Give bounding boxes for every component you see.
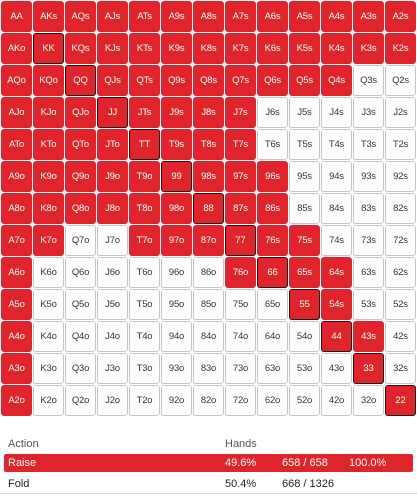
hand-cell[interactable]: K7o [33, 225, 64, 256]
hand-cell[interactable]: T3s [353, 129, 384, 160]
hand-cell[interactable]: A9o [1, 161, 32, 192]
hand-cell[interactable]: AQo [1, 65, 32, 96]
hand-cell[interactable]: 54o [289, 321, 320, 352]
hand-cell[interactable]: KQo [33, 65, 64, 96]
hand-cell[interactable]: A2o [1, 385, 32, 416]
hand-cell[interactable]: KTs [129, 33, 160, 64]
fold-action-label: Fold [8, 478, 30, 490]
hand-cell[interactable]: 77 [225, 225, 256, 256]
hand-cell[interactable]: AKs [33, 1, 64, 32]
fold-row[interactable] [0, 475, 417, 494]
hand-cell[interactable]: J2s [385, 97, 416, 128]
hand-cell[interactable]: A4o [1, 321, 32, 352]
hand-cell[interactable]: 94s [321, 161, 352, 192]
hand-cell[interactable]: Q5o [65, 289, 96, 320]
hand-cell[interactable]: K4s [321, 33, 352, 64]
hand-cell[interactable]: 44 [321, 321, 352, 352]
hand-cell[interactable]: J4s [321, 97, 352, 128]
hand-cell[interactable]: 32s [385, 353, 416, 384]
hand-cell[interactable]: 76o [225, 257, 256, 288]
hand-cell[interactable]: J2o [97, 385, 128, 416]
hand-cell[interactable]: Q3o [65, 353, 96, 384]
hand-cell[interactable]: T7o [129, 225, 160, 256]
raise-action-label: Raise [8, 457, 37, 469]
hand-cell[interactable]: A8o [1, 193, 32, 224]
hand-cell[interactable]: 87o [193, 225, 224, 256]
hand-cell[interactable]: J6o [97, 257, 128, 288]
summary-header [0, 432, 417, 454]
hand-cell[interactable]: 93s [353, 161, 384, 192]
hand-cell[interactable]: T8o [129, 193, 160, 224]
hand-cell[interactable]: 62s [385, 257, 416, 288]
hand-cell[interactable]: K5o [33, 289, 64, 320]
hand-cell[interactable]: 33 [353, 353, 384, 384]
hand-cell[interactable]: 64o [257, 321, 288, 352]
hand-cell[interactable]: JJ [97, 97, 128, 128]
hand-cell[interactable]: 98o [161, 193, 192, 224]
hand-cell[interactable]: A4s [321, 1, 352, 32]
hand-cell[interactable]: 52o [289, 385, 320, 416]
hand-cell[interactable]: Q8s [193, 65, 224, 96]
hand-cell[interactable]: 72o [225, 385, 256, 416]
hand-cell[interactable]: KJs [97, 33, 128, 64]
hand-cell[interactable]: 92s [385, 161, 416, 192]
hand-cell[interactable]: 98s [193, 161, 224, 192]
hand-cell[interactable]: ATo [1, 129, 32, 160]
raise-frequency: 100.0% [349, 457, 387, 469]
hand-cell[interactable]: 75s [289, 225, 320, 256]
hand-cell[interactable]: A5o [1, 289, 32, 320]
hand-cell[interactable]: AJs [97, 1, 128, 32]
raise-hand-count: 658 / 658 [282, 457, 328, 469]
hand-cell[interactable]: 82o [193, 385, 224, 416]
hand-cell[interactable]: K2s [385, 33, 416, 64]
hand-cell[interactable]: K5s [289, 33, 320, 64]
hand-cell[interactable]: Q6o [65, 257, 96, 288]
hand-cell[interactable]: T7s [225, 129, 256, 160]
hand-cell[interactable]: A8s [193, 1, 224, 32]
hand-cell[interactable]: 87s [225, 193, 256, 224]
hand-cell[interactable]: J3o [97, 353, 128, 384]
hand-cell[interactable]: QQ [65, 65, 96, 96]
raise-percent: 49.6% [225, 457, 257, 469]
hand-cell[interactable]: AJo [1, 97, 32, 128]
raise-row[interactable] [4, 454, 413, 472]
hand-cell[interactable]: 53o [289, 353, 320, 384]
hand-cell[interactable]: 85s [289, 193, 320, 224]
hand-cell[interactable]: 93o [161, 353, 192, 384]
fold-percent: 50.4% [225, 478, 257, 490]
hand-cell[interactable]: 42o [321, 385, 352, 416]
hand-cell[interactable]: QTs [129, 65, 160, 96]
hand-cell[interactable]: KK [33, 33, 64, 64]
hand-cell[interactable]: 43s [353, 321, 384, 352]
hand-cell[interactable]: 22 [385, 385, 416, 416]
hand-cell[interactable]: J7s [225, 97, 256, 128]
hands-column-header: Hands [225, 438, 257, 450]
hand-cell[interactable]: 96s [257, 161, 288, 192]
hand-cell[interactable]: A3o [1, 353, 32, 384]
hand-cell[interactable]: 54s [321, 289, 352, 320]
hand-cell[interactable]: Q4s [321, 65, 352, 96]
hand-cell[interactable]: T4s [321, 129, 352, 160]
hand-cell[interactable]: Q7s [225, 65, 256, 96]
hand-cell[interactable]: A2s [385, 1, 416, 32]
hand-cell[interactable]: J8o [97, 193, 128, 224]
hand-cell[interactable]: T8s [193, 129, 224, 160]
hand-cell[interactable]: 52s [385, 289, 416, 320]
hand-cell[interactable]: 65s [289, 257, 320, 288]
hand-cell[interactable]: Q5s [289, 65, 320, 96]
hand-cell[interactable]: 86s [257, 193, 288, 224]
hand-cell[interactable]: A6o [1, 257, 32, 288]
hand-cell[interactable]: AA [1, 1, 32, 32]
hand-cell[interactable]: T3o [129, 353, 160, 384]
hand-cell[interactable]: T4o [129, 321, 160, 352]
hand-cell[interactable]: 88 [193, 193, 224, 224]
hand-cell[interactable]: 95s [289, 161, 320, 192]
hand-cell[interactable]: AQs [65, 1, 96, 32]
hand-cell[interactable]: K9s [161, 33, 192, 64]
hand-cell[interactable]: A3s [353, 1, 384, 32]
hand-cell[interactable]: KQs [65, 33, 96, 64]
hand-cell[interactable]: 42s [385, 321, 416, 352]
hand-cell[interactable]: 83o [193, 353, 224, 384]
hand-cell[interactable]: T9s [161, 129, 192, 160]
hand-cell[interactable]: T5s [289, 129, 320, 160]
hand-cell[interactable]: Q7o [65, 225, 96, 256]
hand-cell[interactable]: 76s [257, 225, 288, 256]
hand-cell[interactable]: 82s [385, 193, 416, 224]
hand-cell[interactable]: K3s [353, 33, 384, 64]
hand-cell[interactable]: T6o [129, 257, 160, 288]
hand-cell[interactable]: 63s [353, 257, 384, 288]
hand-cell[interactable]: J9o [97, 161, 128, 192]
fold-hand-count: 668 / 1326 [282, 478, 334, 490]
hand-cell[interactable]: Q2s [385, 65, 416, 96]
hand-cell[interactable]: 85o [193, 289, 224, 320]
hand-cell[interactable]: 62o [257, 385, 288, 416]
hand-cell[interactable]: QJo [65, 97, 96, 128]
hand-cell[interactable]: T9o [129, 161, 160, 192]
hand-cell[interactable]: K6o [33, 257, 64, 288]
hand-cell[interactable]: 32o [353, 385, 384, 416]
hand-cell[interactable]: T6s [257, 129, 288, 160]
hand-cell[interactable]: 43o [321, 353, 352, 384]
hand-cell[interactable]: 97s [225, 161, 256, 192]
hand-cell[interactable]: Q3s [353, 65, 384, 96]
hand-cell[interactable]: A6s [257, 1, 288, 32]
hand-cell[interactable]: J8s [193, 97, 224, 128]
hand-cell[interactable]: T5o [129, 289, 160, 320]
hand-cell[interactable]: K2o [33, 385, 64, 416]
hand-cell[interactable]: 74o [225, 321, 256, 352]
hand-cell[interactable]: K9o [33, 161, 64, 192]
hand-cell[interactable]: 72s [385, 225, 416, 256]
hand-cell[interactable]: 95o [161, 289, 192, 320]
hand-cell[interactable]: 53s [353, 289, 384, 320]
hand-cell[interactable]: AKo [1, 33, 32, 64]
hand-cell[interactable]: A9s [161, 1, 192, 32]
hand-cell[interactable]: QTo [65, 129, 96, 160]
hand-cell[interactable]: K8o [33, 193, 64, 224]
hand-cell[interactable]: Q4o [65, 321, 96, 352]
hand-cell[interactable]: 74s [321, 225, 352, 256]
hand-cell[interactable]: ATs [129, 1, 160, 32]
hand-cell[interactable]: J3s [353, 97, 384, 128]
hand-cell[interactable]: K4o [33, 321, 64, 352]
hand-cell[interactable]: TT [129, 129, 160, 160]
hand-cell[interactable]: 96o [161, 257, 192, 288]
hand-cell[interactable]: A5s [289, 1, 320, 32]
hand-cell[interactable]: 75o [225, 289, 256, 320]
hand-cell[interactable]: J5o [97, 289, 128, 320]
hand-cell[interactable]: A7o [1, 225, 32, 256]
hand-cell[interactable]: 84s [321, 193, 352, 224]
hand-cell[interactable]: Q8o [65, 193, 96, 224]
hand-cell[interactable]: KJo [33, 97, 64, 128]
hand-cell[interactable]: KTo [33, 129, 64, 160]
hand-cell[interactable]: K8s [193, 33, 224, 64]
hand-cell[interactable]: 99 [161, 161, 192, 192]
hand-cell[interactable]: Q2o [65, 385, 96, 416]
hand-cell[interactable]: 73s [353, 225, 384, 256]
hand-cell[interactable]: 63o [257, 353, 288, 384]
action-summary [0, 432, 417, 494]
hand-cell[interactable]: J5s [289, 97, 320, 128]
hand-cell[interactable]: 66 [257, 257, 288, 288]
hand-cell[interactable]: A7s [225, 1, 256, 32]
hand-cell[interactable]: 65o [257, 289, 288, 320]
hand-cell[interactable]: 64s [321, 257, 352, 288]
hand-cell[interactable]: Q9s [161, 65, 192, 96]
hand-cell[interactable]: 55 [289, 289, 320, 320]
hand-cell[interactable]: T2s [385, 129, 416, 160]
hand-cell[interactable]: JTo [97, 129, 128, 160]
action-column-header: Action [8, 438, 39, 450]
hand-cell[interactable]: Q6s [257, 65, 288, 96]
hand-cell[interactable]: 73o [225, 353, 256, 384]
hand-cell[interactable]: 83s [353, 193, 384, 224]
hand-cell[interactable]: 86o [193, 257, 224, 288]
hand-cell[interactable]: T2o [129, 385, 160, 416]
hand-cell[interactable]: 92o [161, 385, 192, 416]
hand-cell[interactable]: J6s [257, 97, 288, 128]
hand-cell[interactable]: K3o [33, 353, 64, 384]
hand-cell[interactable]: 97o [161, 225, 192, 256]
hand-cell[interactable]: 84o [193, 321, 224, 352]
hand-cell[interactable]: J7o [97, 225, 128, 256]
hand-cell[interactable]: J4o [97, 321, 128, 352]
hand-cell[interactable]: 94o [161, 321, 192, 352]
hand-cell[interactable]: K7s [225, 33, 256, 64]
hand-cell[interactable]: JTs [129, 97, 160, 128]
hand-cell[interactable]: QJs [97, 65, 128, 96]
hand-cell[interactable]: J9s [161, 97, 192, 128]
hand-cell[interactable]: K6s [257, 33, 288, 64]
hand-cell[interactable]: Q9o [65, 161, 96, 192]
